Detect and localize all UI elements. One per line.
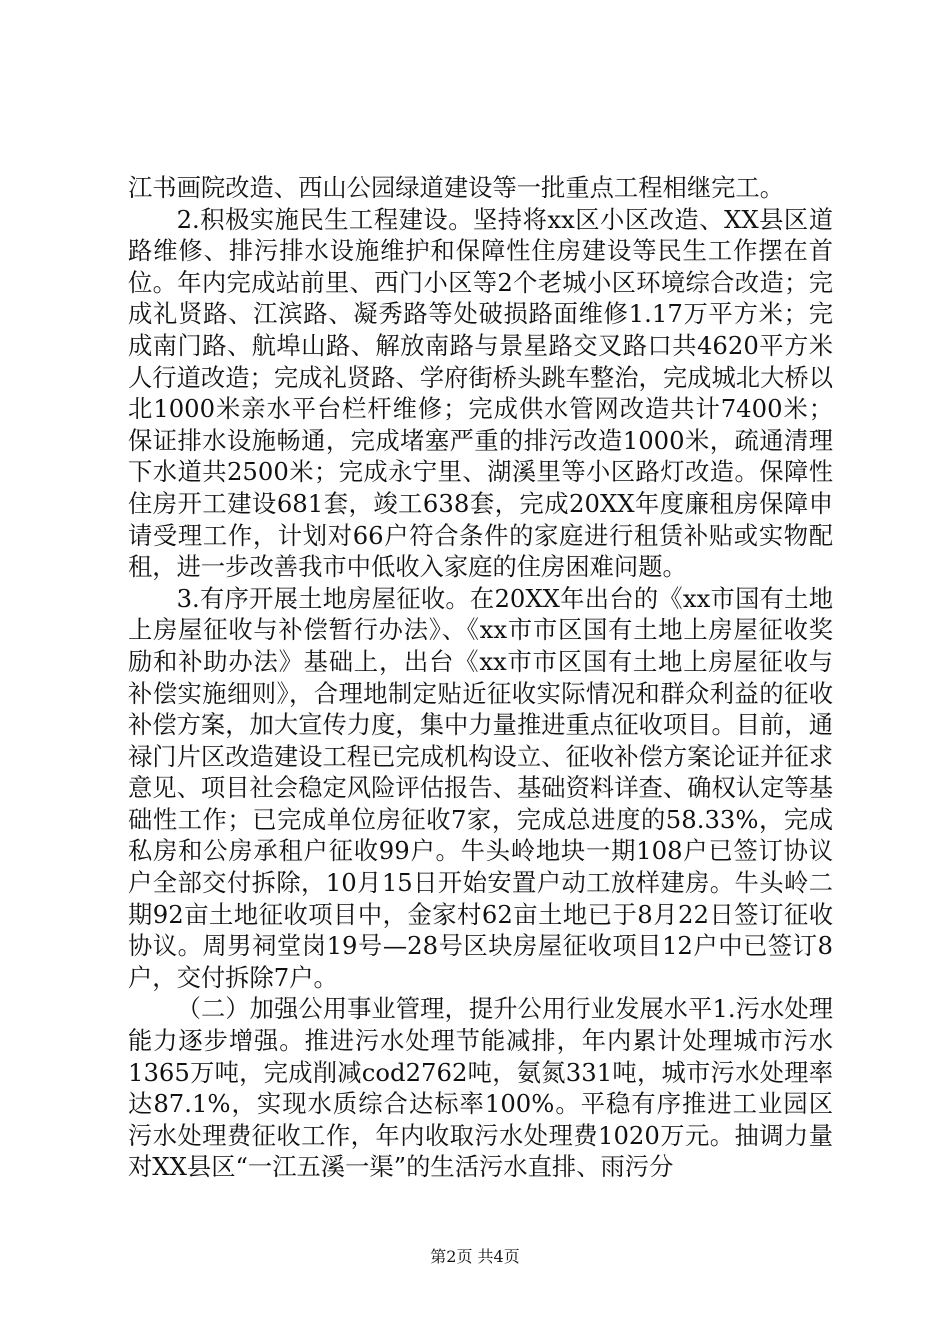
page-footer: 第2页 共4页 <box>430 1247 520 1266</box>
paragraph-livelihood-projects: 2.积极实施民生工程建设。坚持将xx区小区改造、XX县区道路维修、排污排水设施维护和保障性住房建设等民生工作摆在首位。年内完成站前里、西门小区等2个老城小区环境综合改造；完成礼贤路、江滨路、凝秀路等处破损路面维修1.17万平方米；完成南门路、航埠山路、解放南路与景星路交叉路口共4620平方米人行道改造；完成礼贤路、学府街桥头跳车整治，完成城北大桥以北1000米亲水平台栏杆维修；完成供水管网改造共计7400米；保证排水设施畅通，完成堵塞严重的排污改造1000米，疏通清理下水道共2500米；完成永宁里、湖溪里等小区路灯改造。保障性住房开工建设681套，竣工638套，完成20XX年度廉租房保障申请受理工作，计划对66户符合条件的家庭进行租赁补贴或实物配租，进一步改善我市中低收入家庭的住房困难问题。 <box>128 204 833 582</box>
body-text <box>128 172 833 1183</box>
paragraph-land-expropriation: 3.有序开展土地房屋征收。在20XX年出台的《xx市国有土地上房屋征收与补偿暂行办法》、《xx市市区国有土地上房屋征收奖励和补助办法》基础上，出台《xx市市区国有土地上房屋征收与补偿实施细则》，合理地制定贴近征收实际情况和群众利益的征收补偿方案，加大宣传力度，集中力量推进重点征收项目。目前，通禄门片区改造建设工程已完成机构设立、征收补偿方案论证并征求意见、项目社会稳定风险评估报告、基础资料详查、确权认定等基础性工作；已完成单位房征收7家，完成总进度的58.33%，完成私房和公房承租户征收99户。牛头岭地块一期108户已签订协议户全部交付拆除，10月15日开始安置户动工放样建房。牛头岭二期92亩土地征收项目中，金家村62亩土地已于8月22日签订征收协议。周男祠堂岗19号—28号区块房屋征收项目12户中已签订8户，交付拆除7户。 <box>128 583 833 992</box>
paragraph-continuation: 江书画院改造、西山公园绿道建设等一批重点工程相继完工。 <box>128 173 785 202</box>
paragraph-public-utilities: （二）加强公用事业管理，提升公用行业发展水平1.污水处理能力逐步增强。推进污水处理节能减排，年内累计处理城市污水1365万吨，完成削减cod2762吨，氨氮331吨，城市污水处理率达87.1%，实现水质综合达标率100%。平稳有序推进工业园区污水处理费征收工作，年内收取污水处理费1020万元。抽调力量对XX县区“一江五溪一渠”的生活污水直排、雨污分 <box>128 994 833 1182</box>
